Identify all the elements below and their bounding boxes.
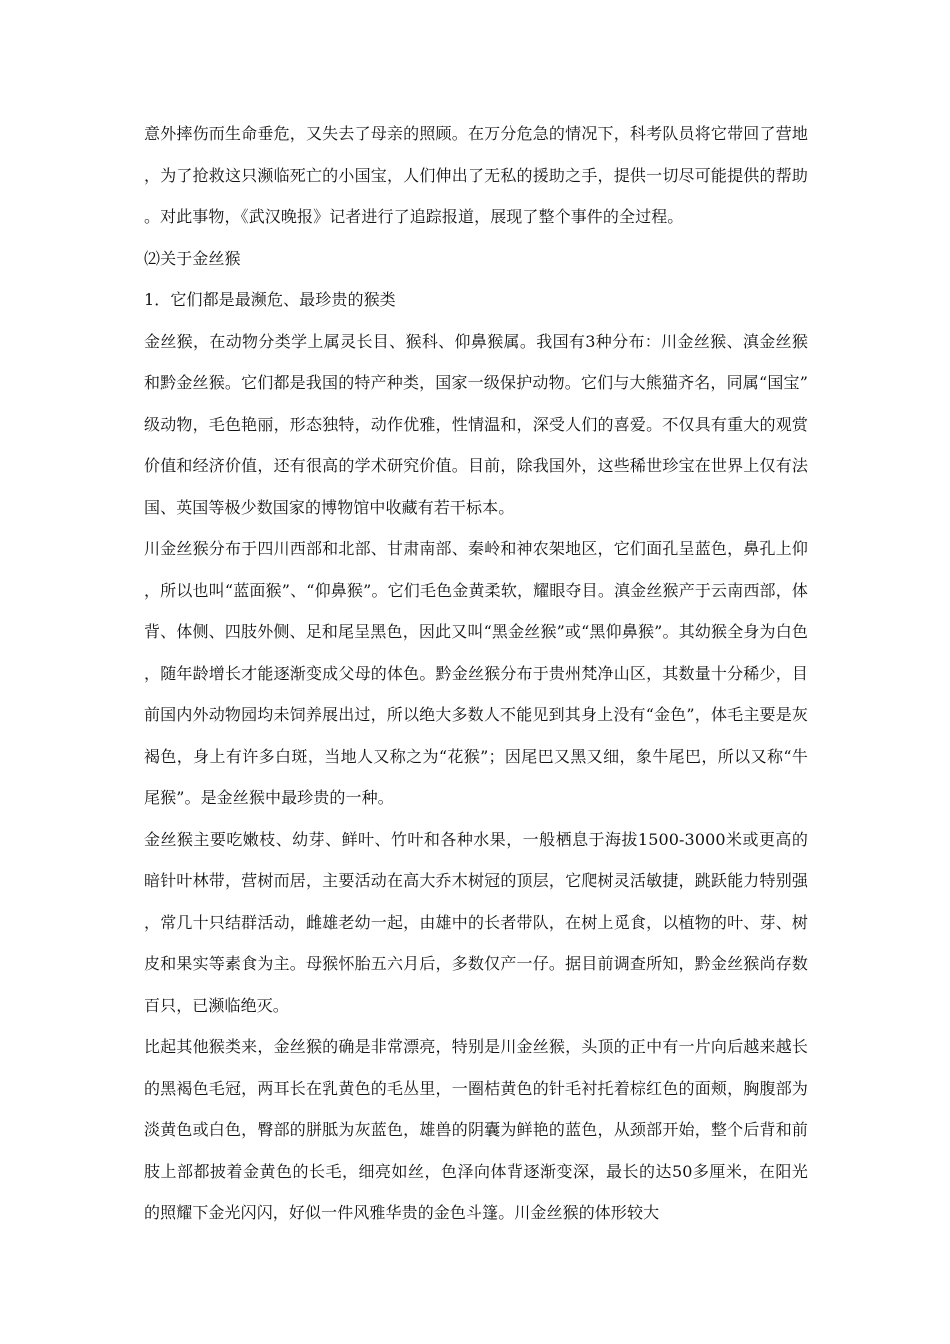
paragraph-classification: 金丝猴，在动物分类学上属灵长目、猴科、仰鼻猴属。我国有3种分布：川金丝猴、滇金丝猴和黔金丝猴。它们都是我国的特产种类，国家一级保护动物。它们与大熊猫齐名，同属“国宝”级动物，毛色艳丽，形态独特，动作优雅，性情温和，深受人们的喜爱。不仅具有重大的观赏价值和经济价值，还有很高的学术研究价值。目前，除我国外，这些稀世珍宝在世界上仅有法国、英国等极少数国家的博物馆中收藏有若干标本。	[144, 331, 808, 517]
subheading-endangered: 1．它们都是最濒危、最珍贵的猴类	[144, 290, 396, 309]
document-body	[144, 113, 808, 1234]
paragraph-habits: 金丝猴主要吃嫩枝、幼芽、鲜叶、竹叶和各种水果，一般栖息于海拔1500-3000米或更高的暗针叶林带，营树而居，主要活动在高大乔木树冠的顶层，它爬树灵活敏捷，跳跃能力特别强，常几十只结群活动，雌雄老幼一起，由雄中的长者带队，在树上觅食，以植物的叶、芽、树皮和果实等素食为主。母猴怀胎五六月后，多数仅产一仔。据目前调查所知，黔金丝猴尚存数百只，已濒临绝灭。	[144, 829, 808, 1015]
paragraph-appearance: 比起其他猴类来，金丝猴的确是非常漂亮，特别是川金丝猴，头顶的正中有一片向后越来越长的黑褐色毛冠，两耳长在乳黄色的毛丛里，一圈桔黄色的针毛衬托着棕红色的面颊，胸腹部为淡黄色或白色，臀部的胼胝为灰蓝色，雄兽的阴囊为鲜艳的蓝色，从颈部开始，整个后背和前肢上部都披着金黄色的长毛，细亮如丝，色泽向体背逐渐变深，最长的达50多厘米，在阳光的照耀下金光闪闪，好似一件风雅华贵的金色斗篷。川金丝猴的体形较大	[144, 1037, 808, 1222]
paragraph-distribution: 川金丝猴分布于四川西部和北部、甘肃南部、秦岭和神农架地区，它们面孔呈蓝色，鼻孔上仰，所以也叫“蓝面猴”、“仰鼻猴”。它们毛色金黄柔软，耀眼夺目。滇金丝猴产于云南西部，体背、体侧、四肢外侧、足和尾呈黑色，因此又叫“黑金丝猴”或“黑仰鼻猴”。其幼猴全身为白色，随年龄增长才能逐渐变成父母的体色。黔金丝猴分布于贵州梵净山区，其数量十分稀少，目前国内外动物园均未饲养展出过，所以绝大多数人不能见到其身上没有“金色”，体毛主要是灰褐色，身上有许多白斑，当地人又称之为“花猴”；因尾巴又黑又细，象牛尾巴，所以又称“牛尾猴”。是金丝猴中最珍贵的一种。	[144, 539, 808, 807]
section-heading-golden-monkey: ⑵关于金丝猴	[144, 248, 241, 268]
paragraph-rescue-story: 意外摔伤而生命垂危，又失去了母亲的照顾。在万分危急的情况下，科考队员将它带回了营地，为了抢救这只濒临死亡的小国宝，人们伸出了无私的援助之手，提供一切尽可能提供的帮助。对此事物，《武汉晚报》记者进行了追踪报道，展现了整个事件的全过程。	[144, 124, 808, 226]
